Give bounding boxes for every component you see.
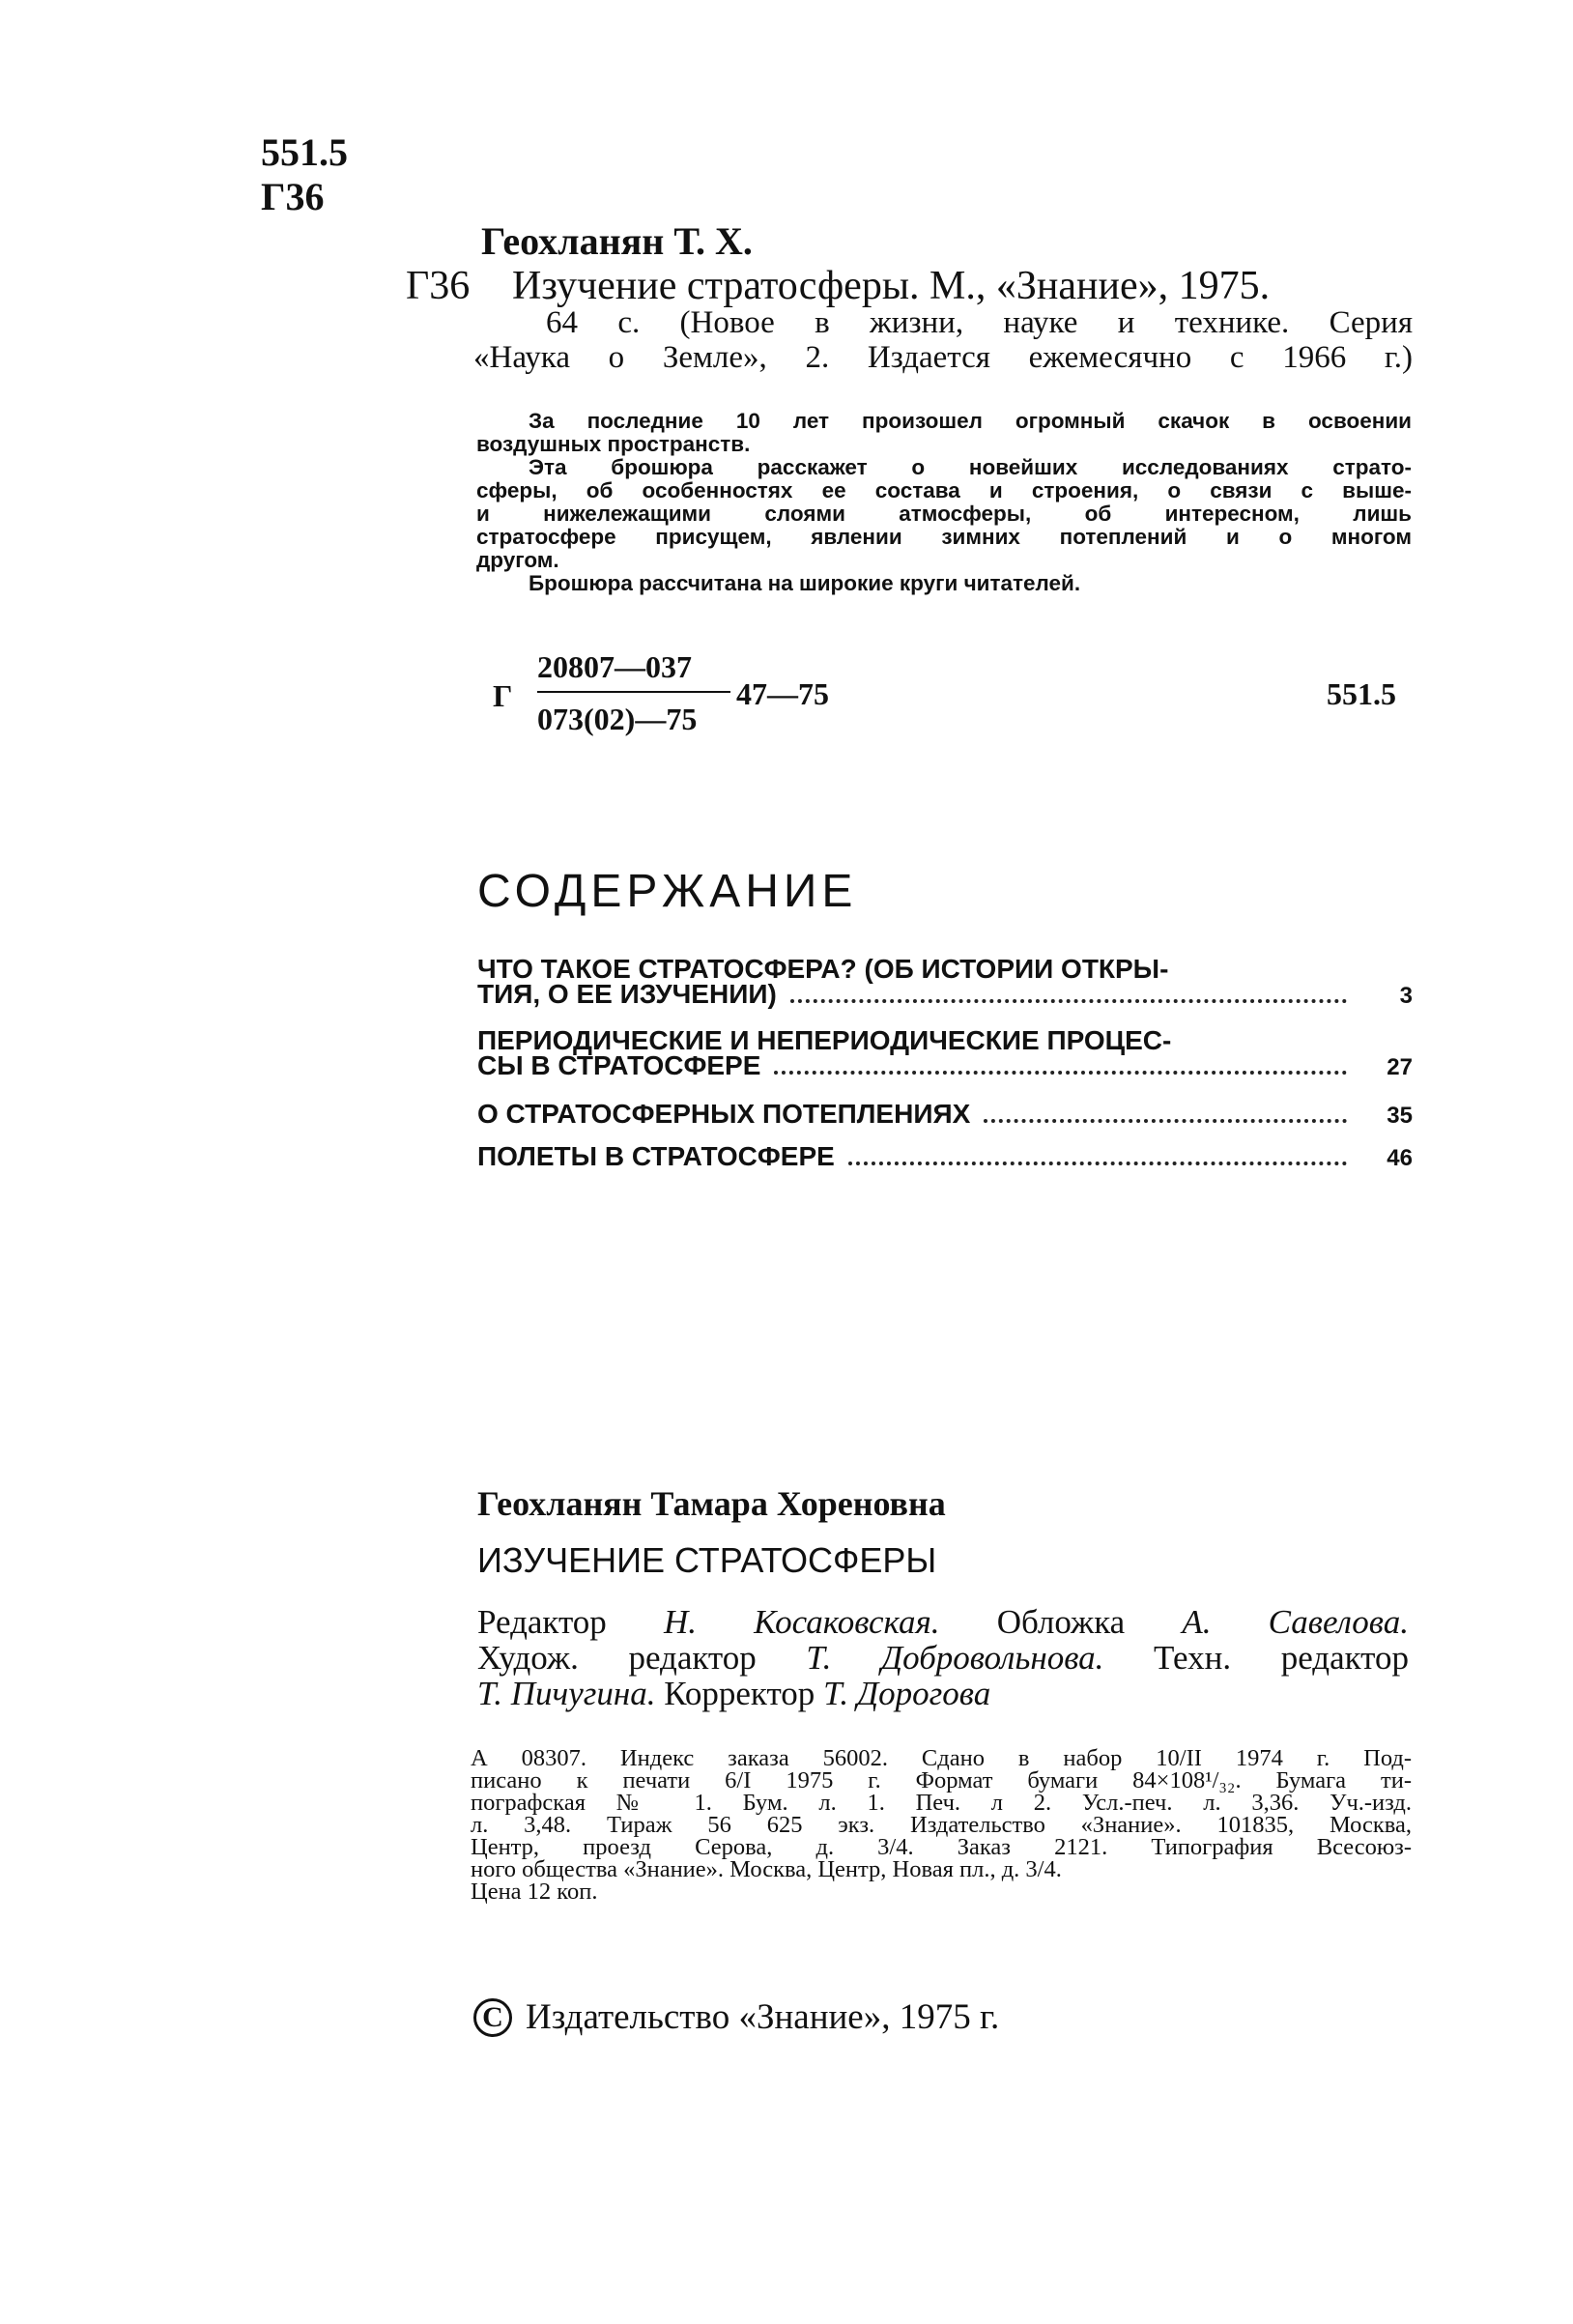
- fraction-bar: [537, 691, 730, 693]
- bib-series-line-2: «Наука о Земле», 2. Издается ежемесячно с 1966 г.): [473, 340, 1413, 375]
- printing-line: Цена 12 коп.: [471, 1879, 598, 1905]
- toc-entry-title-cont: ТИЯ, О ЕЕ ИЗУЧЕНИИ): [477, 979, 777, 1009]
- corrector-name: Т. Дорогова: [823, 1675, 991, 1712]
- printing-line: А 08307. Индекс заказа 56002. Сдано в набор 10/II 1974 г. Под-: [471, 1745, 1412, 1771]
- editor-name: Н. Косаковская.: [663, 1603, 940, 1641]
- printing-line: пографская № 1. Бум. л. 1. Печ. л 2. Усл.-печ. л. 3,36. Уч.-изд.: [471, 1790, 1412, 1816]
- toc-entry-title: ЧТО ТАКОЕ СТРАТОСФЕРА? (ОБ ИСТОРИИ ОТКРЫ-: [477, 954, 1169, 984]
- catalog-suffix: 47—75: [736, 676, 829, 711]
- editors-line: [477, 1604, 1409, 1640]
- toc-page-number: 27: [1387, 1054, 1413, 1080]
- toc-page-number: 46: [1387, 1145, 1413, 1171]
- toc-leader-dots: [774, 1071, 1347, 1075]
- catalog-letter: Г: [493, 678, 513, 713]
- printing-line: писано к печати 6/I 1975 г. Формат бумаги 84×108¹/₃₂. Бумага ти-: [471, 1767, 1412, 1793]
- author-sign-code: Г36: [261, 175, 325, 218]
- toc-entry-title: ПЕРИОДИЧЕСКИЕ И НЕПЕРИОДИЧЕСКИЕ ПРОЦЕС-: [477, 1025, 1172, 1055]
- toc-entry: [477, 1025, 1413, 1080]
- annotation-line: воздушных пространств.: [476, 432, 751, 456]
- tech-editor-name: Т. Пичугина.: [477, 1675, 656, 1712]
- cover-name: А. Савелова.: [1182, 1603, 1410, 1641]
- copyright-text: Издательство «Знание», 1975 г.: [526, 1997, 1000, 2037]
- printing-line: Центр, проезд Серова, д. 3/4. Заказ 2121. Типография Всесоюз-: [471, 1834, 1412, 1860]
- printing-line: ного общества «Знание». Москва, Центр, Новая пл., д. 3/4.: [471, 1856, 1062, 1882]
- toc-entry-title: ПОЛЕТЫ В СТРАТОСФЕРЕ: [477, 1141, 835, 1171]
- annotation-line: сферы, об особенностях ее состава и строения, о связи с выше-: [476, 478, 1412, 502]
- art-editor-name: Т. Добровольнова.: [806, 1639, 1104, 1677]
- corrector-label: Корректор: [664, 1675, 815, 1712]
- toc-page-number: 3: [1399, 983, 1413, 1009]
- copyright-line: [473, 1996, 999, 2038]
- toc-entry: [477, 954, 1413, 1009]
- catalog-udc: 551.5: [1327, 676, 1396, 711]
- catalog-denominator: 073(02)—75: [537, 702, 698, 736]
- imprint-title: ИЗУЧЕНИЕ СТРАТОСФЕРЫ: [477, 1540, 937, 1580]
- editors-credits: [477, 1604, 1409, 1711]
- annotation-line: стратосфере присущем, явлении зимних потеплений и о многом: [476, 525, 1412, 549]
- bib-author: Геохланян Т. Х.: [481, 219, 753, 263]
- annotation-line: и нижележащими слоями атмосферы, об интересном, лишь: [476, 502, 1412, 526]
- art-editor-label: Худож. редактор: [477, 1639, 757, 1677]
- toc-page-number: 35: [1387, 1103, 1413, 1129]
- annotation: [476, 410, 1412, 595]
- annotation-line: другом.: [476, 548, 559, 572]
- toc-entry-title: О СТРАТОСФЕРНЫХ ПОТЕПЛЕНИЯХ: [477, 1099, 971, 1129]
- bib-title-line: [406, 263, 1270, 309]
- annotation-line: Эта брошюра расскажет о новейших исследованиях страто-: [529, 455, 1412, 479]
- bib-code: Г36: [406, 264, 471, 308]
- toc-leader-dots: [790, 999, 1347, 1003]
- toc-entry: [477, 1099, 1413, 1129]
- printing-line: л. 3,48. Тираж 56 625 экз. Издательство «Знание». 101835, Москва,: [471, 1812, 1412, 1838]
- annotation-line: Брошюра рассчитана на широкие круги читателей.: [529, 571, 1081, 595]
- contents-title: СОДЕРЖАНИЕ: [477, 866, 858, 917]
- bib-title: Изучение стратосферы. М., «Знание», 1975.: [512, 264, 1271, 308]
- editor-label: Редактор: [477, 1603, 607, 1641]
- annotation-line: За последние 10 лет произошел огромный скачок в освоении: [529, 409, 1412, 433]
- catalog-numerator: 20807—037: [537, 649, 692, 684]
- tech-editor-label: Техн. редактор: [1154, 1639, 1409, 1677]
- toc-entry: [477, 1141, 1413, 1171]
- toc-entry-title-cont: СЫ В СТРАТОСФЕРЕ: [477, 1050, 761, 1080]
- printing-details: [471, 1747, 1412, 1903]
- toc-leader-dots: [848, 1162, 1347, 1165]
- cover-label: Обложка: [996, 1603, 1126, 1641]
- toc-leader-dots: [984, 1119, 1347, 1123]
- bib-series-line: 64 с. (Новое в жизни, науке и технике. Серия: [546, 305, 1413, 340]
- imprint-author: Геохланян Тамара Хореновна: [477, 1484, 946, 1523]
- editors-line: [477, 1676, 1409, 1711]
- editors-line: [477, 1640, 1409, 1676]
- udc-index: 551.5: [261, 130, 348, 174]
- copyright-icon: C: [473, 1998, 512, 2037]
